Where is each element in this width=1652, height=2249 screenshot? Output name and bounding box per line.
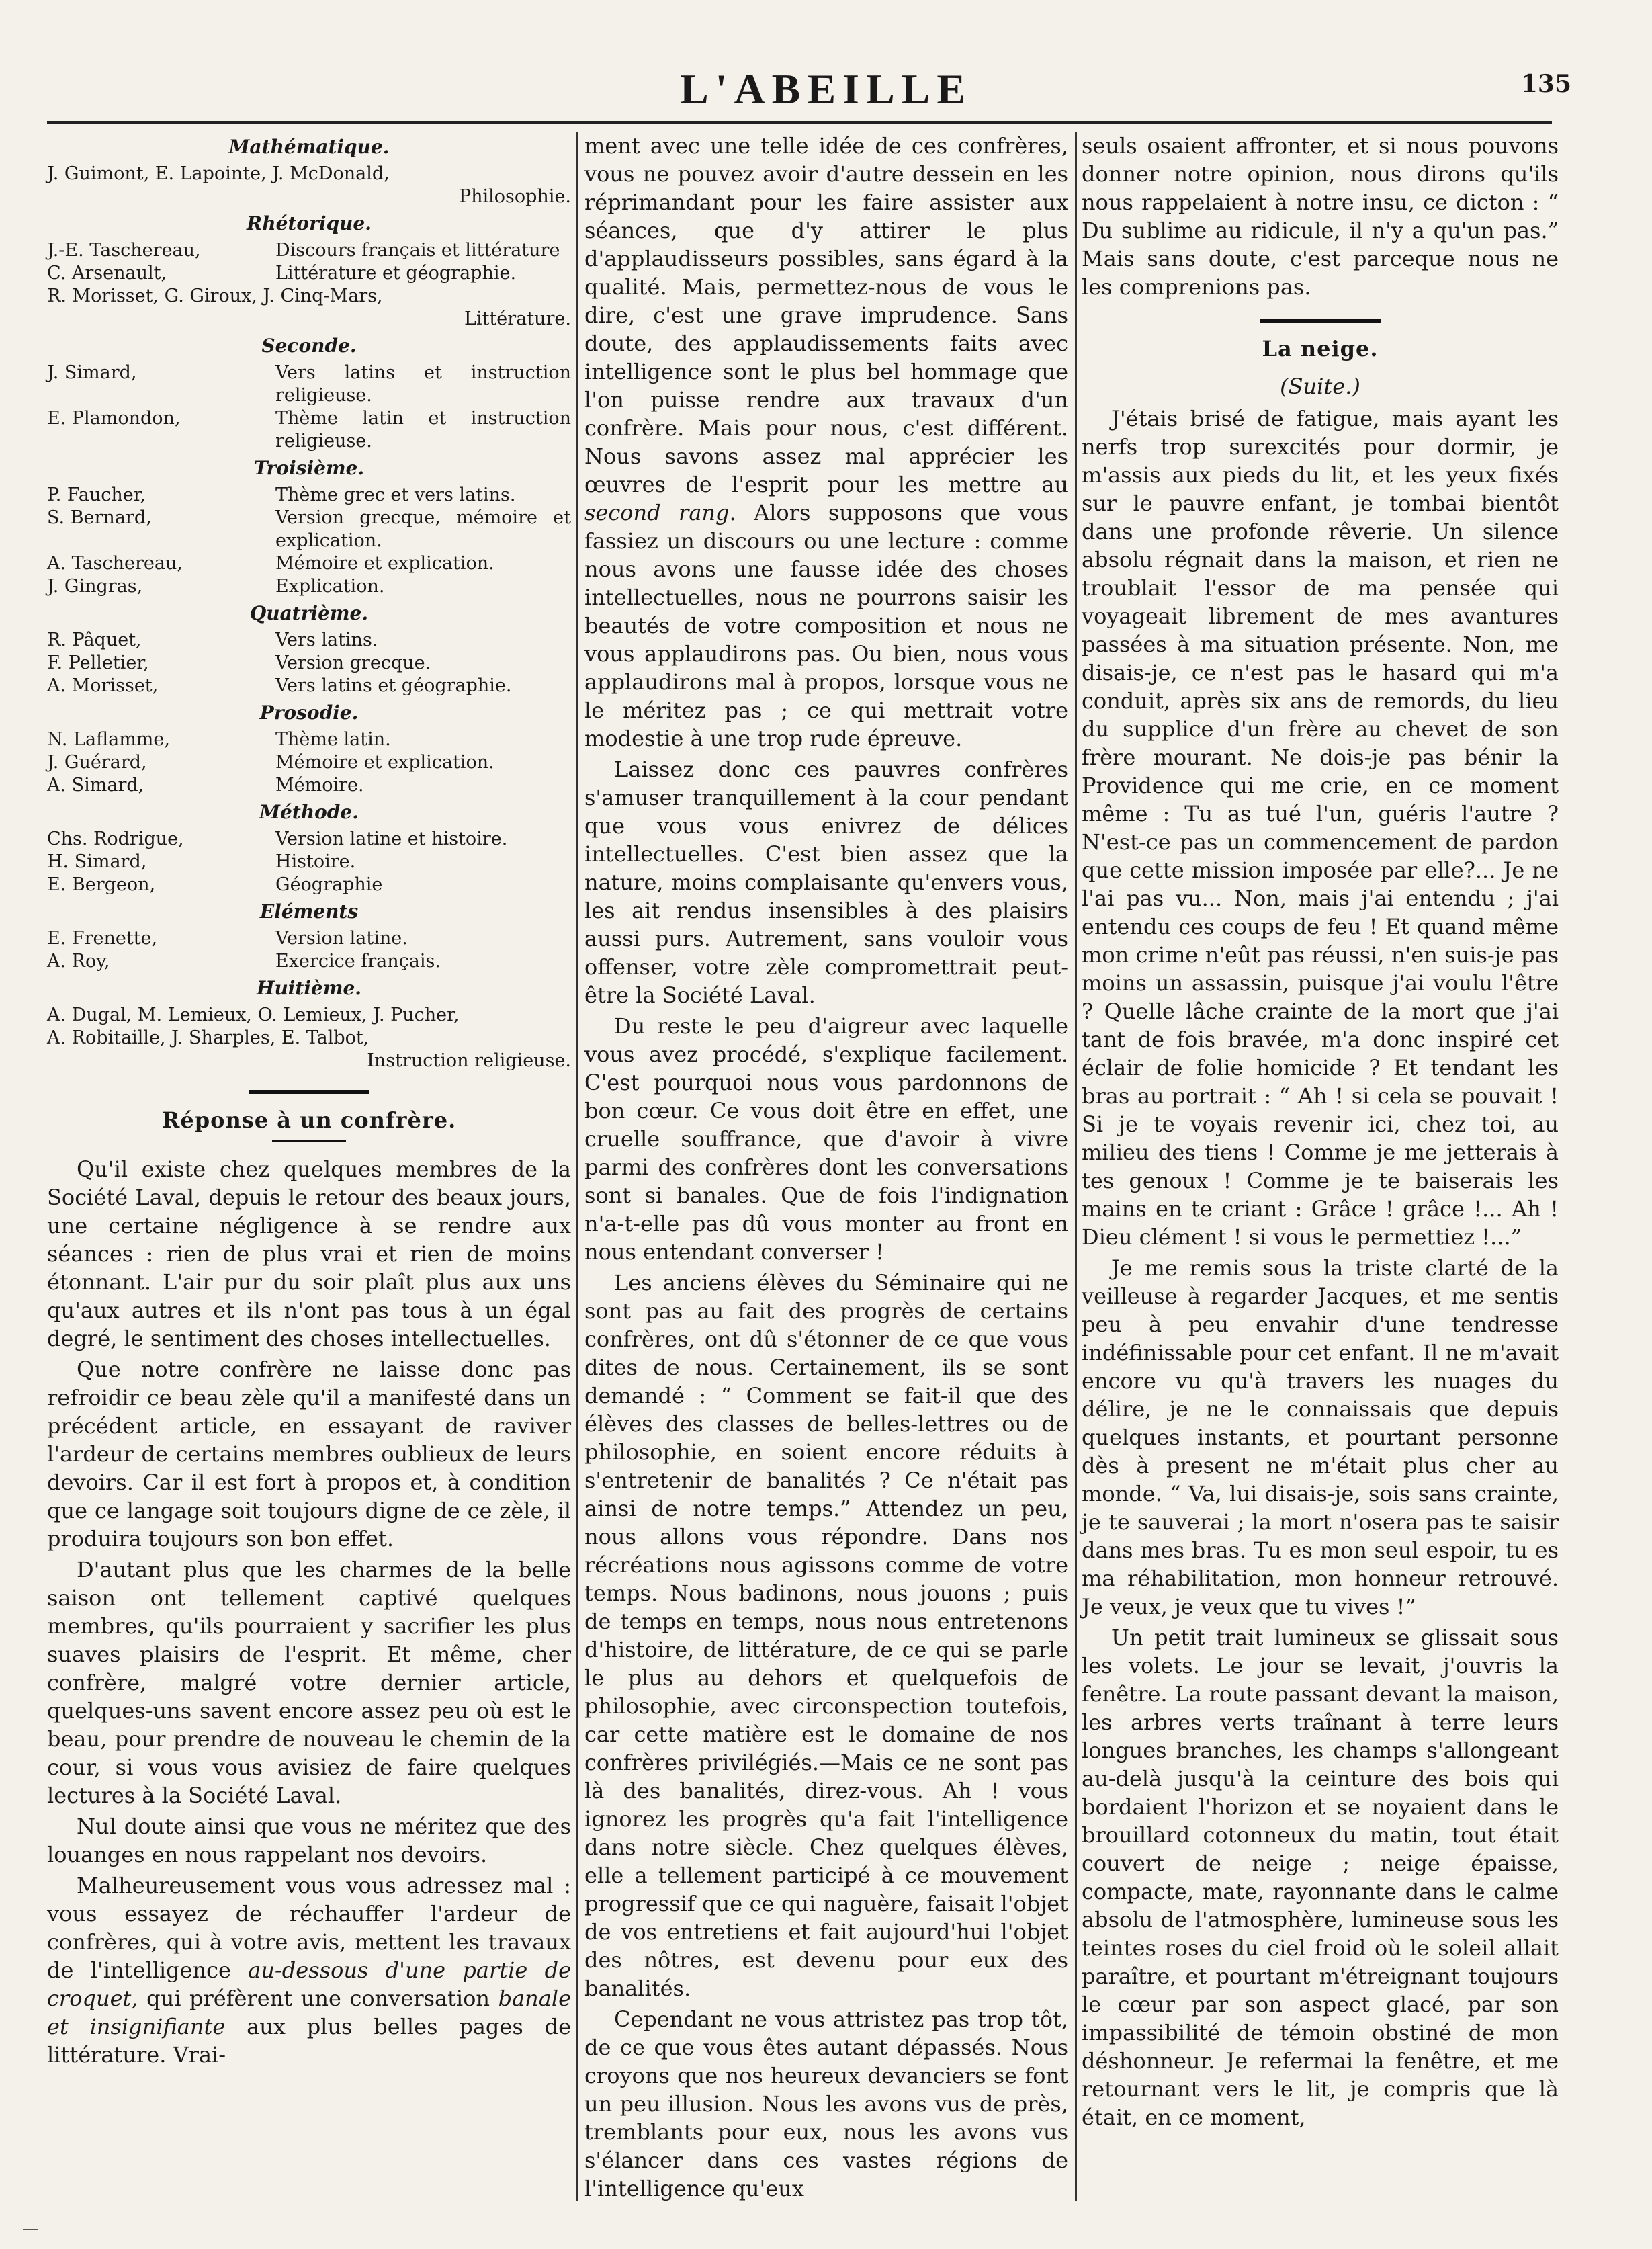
category-heading: Mathématique. — [228, 136, 390, 158]
honor-entry — [47, 927, 571, 950]
honor-entry — [47, 362, 571, 407]
honor-entry — [47, 751, 571, 774]
subject: Mémoire et explication. — [275, 553, 494, 574]
subject: Mémoire et explication. — [275, 752, 494, 773]
student-name: R. Pâquet, — [47, 630, 142, 650]
honor-entry — [47, 675, 571, 697]
page-number: 135 — [1520, 70, 1571, 98]
paragraph: Qu'il existe chez quelques membres de la Société Laval, depuis le retour des beaux jours, une certaine négligence à se rendre aux séances : rien de plus vrai et rien de moins étonnant. L'air pur du soir plaît plus aux uns qu'aux autres et ils n'ont pas tous à un égal degré, le sentiment des choses intellectuelles. — [47, 1156, 571, 1351]
category-heading: Troisième. — [253, 457, 365, 479]
header-rule — [47, 121, 1552, 124]
student-name: Chs. Rodrigue, — [47, 829, 184, 849]
category-heading: Seconde. — [261, 335, 357, 357]
subject: Thème latin. — [275, 729, 391, 750]
paragraph: Je me remis sous la triste clarté de la veilleuse à regarder Jacques, et me sentis peu à peu envahir d'une tendresse indéfinissable pour cet enfant. Il ne m'avait encore vu qu'à travers les nuages du délire, je ne le connaissais que depuis quelques instants, et pourtant personne dès à present ne m'était plus cher au monde. “ Va, lui disais-je, sois sans crainte, je te sauverai ; la mort n'osera pas te saisir dans mes bras. Tu es mon seul espoir, tu es ma réhabilitation, mon honneur retrouvé. Je veux, je veux que tu vives !” — [1082, 1255, 1559, 1619]
subject: Vers latins et géographie. — [275, 675, 512, 696]
paragraph: Les anciens élèves du Séminaire qui ne sont pas au fait des progrès de certains confrères, ont dû s'étonner de ce que vous dites de nous. Certainement, ils se sont demandé : “ Comment se fait-il que des élèves des classes de belles-lettres ou de philosophie, en soient encore réduits à s'entretenir de banalités ? Ce n'était pas ainsi de notre temps.” Attendez un peu, nous allons vous répondre. Dans nos récréations nous agissons comme de votre temps. Nous badinons, nous jouons ; puis de temps en temps, nous nous entretenons d'histoire, de littérature, de ce qui se parle le plus au dehors et quelquefois de philosophie, avec circonspection toutefois, car cette matière est le domaine de nos confrères privilégiés.—Mais ce ne sont pas là des banalités, direz-vous. Ah ! vous ignorez les progrès qu'a fait l'intelligence dans notre siècle. Chez quelques élèves, elle a tellement participé à ce mouvement progressif que ce qui naguère, faisait l'objet de vos entretiens et fait aujourd'hui l'objet des nôtres, est devenu pour eux des banalités. — [584, 1270, 1068, 2001]
honor-entry — [47, 507, 571, 552]
honor-entry — [47, 950, 571, 973]
student-names: R. Morisset, G. Giroux, J. Cinq-Mars, — [47, 286, 383, 306]
subject: Explication. — [275, 576, 385, 597]
honor-entry — [47, 262, 571, 285]
student-name: F. Pelletier, — [47, 652, 149, 673]
student-names: J. Guimont, E. Lapointe, J. McDonald, — [47, 163, 390, 184]
student-name: J. Gingras, — [47, 576, 143, 597]
honor-entry — [47, 851, 571, 874]
student-name: A. Roy, — [47, 951, 110, 972]
honor-entry — [47, 629, 571, 652]
subject: Version grecque, mémoire et explication. — [275, 507, 571, 551]
honor-entry — [47, 828, 571, 851]
category-heading: Méthode. — [259, 801, 359, 823]
subject: Discours français et littérature — [275, 240, 560, 261]
honor-entry — [47, 728, 571, 751]
category-heading: Prosodie. — [259, 702, 359, 724]
student-names: A. Robitaille, J. Sharples, E. Talbot, — [47, 1027, 369, 1048]
paragraph: seuls osaient affronter, et si nous pouvons donner notre opinion, nous dirons qu'ils nous rappelaient à notre insu, ce dicton : “ Du sublime au ridicule, il n'y a qu'un pas.” Mais sans doute, c'est parceque nous ne les comprenions pas. — [1082, 133, 1559, 300]
student-names: A. Dugal, M. Lemieux, O. Lemieux, J. Pucher, — [47, 1005, 460, 1025]
honors-list — [47, 133, 571, 1072]
paragraph: Laissez donc ces pauvres confrères s'amuser tranquillement à la cour pendant que vous vous enivrez de délices intellectuelles. C'est bien assez que la nature, moins complaisante qu'envers vous, les ait rendus insensibles à des plaisirs aussi purs. Autrement, sans vouloir vous offenser, votre zèle compromettrait peut-être la Société Laval. — [584, 757, 1068, 1008]
subject: Exercice français. — [275, 951, 441, 972]
subject: Vers latins. — [275, 630, 378, 650]
honor-entry — [47, 484, 571, 507]
student-name: P. Faucher, — [47, 484, 146, 505]
paragraph: Cependant ne vous attristez pas trop tôt, de ce que vous êtes autant dépassés. Nous croyons que nos heureux devanciers se font un peu illusion. Nous les avons vus de près, tremblants pour eux, nous les avons vus s'élancer dans ces vastes régions de l'intelligence qu'eux — [584, 2006, 1068, 2201]
article-body-col2 — [584, 755, 1068, 2203]
subject: Littérature et géographie. — [275, 263, 517, 284]
student-name: H. Simard, — [47, 851, 147, 872]
paragraph: D'autant plus que les charmes de la belle saison ont tellement captivé quelques membres, qu'ils pourraient y sacrifier les plus suaves plaisirs de l'esprit. Et même, cher confrère, malgré votre dernier article, quelques-uns savent encore assez peu où est le beau, pour prendre de nouveau le chemin de la cour, si vous vous avisiez de faire quelques lectures à la Société Laval. — [47, 1557, 571, 1808]
subject: Thème latin et instruction religieuse. — [275, 408, 571, 452]
category-heading: Quatrième. — [249, 602, 369, 624]
article-title-neige: La neige. — [1262, 336, 1379, 362]
honor-entry — [47, 407, 571, 453]
paragraph: ment avec une telle idée de ces confrères, vous ne pouvez avoir d'autre dessein en les réprimandant pour les faire assister aux séances, que d'y attirer le plus d'applaudisseurs possibles, sans égard à la qualité. Mais, permettez-nous de vous le dire, c'est une grave imprudence. Sans doute, des applaudissements faits avec intelligence sont le plus bel hommage que l'on puisse rendre aux travaux d'un confrère. Mais pour nous, c'est différent. Nous savons assez mal apprécier les œuvres de l'esprit pour les mettre au second rang. Alors supposons que vous fassiez un discours ou une lecture : comme nous avons une fausse idée des choses intellectuelles, nous ne pourrons saisir les beautés de votre composition et nous ne vous applaudirons pas. Ou bien, nous vous applaudirons mal à propos, lorsque vous ne le méritez pas ; ce qui mettrait votre modestie à une trop rude épreuve. — [584, 133, 1069, 751]
subject: Version latine et histoire. — [275, 829, 508, 849]
student-name: A. Morisset, — [47, 675, 159, 696]
subject: Vers latins et instruction religieuse. — [275, 362, 571, 406]
subject: Géographie — [275, 874, 383, 895]
category-heading: Rhétorique. — [247, 212, 372, 235]
honor-entry — [47, 239, 571, 262]
paragraph: Un petit trait lumineux se glissait sous les volets. Le jour se levait, j'ouvris la fenêtre. La route passant devant la maison, les arbres verts traînant à terre leurs longues branches, les champs s'allongeant au-delà jusqu'à la ceinture des bois qui bordaient l'horizon et se noyaient dans le brouillard cotonneux du matin, tout était couvert de neige ; neige épaisse, compacte, mate, rayonnante dans le calme absolu de l'atmosphère, lumineuse sous les teintes roses du ciel froid où le soleil allait paraître, et pourtant m'étreignant toujours le cœur par son aspect glacé, par son impassibilité de témoin obstiné de mon déshonneur. Je refermai la fenêtre, et me retournant vers le lit, je compris que là était, en ce moment, — [1082, 1625, 1559, 2130]
subject: Version grecque. — [275, 652, 431, 673]
subject: Mémoire. — [275, 775, 364, 796]
student-name: N. Laflamme, — [47, 729, 170, 750]
article-body-neige — [1082, 405, 1559, 2131]
article-body-col1 — [47, 1155, 571, 1869]
student-name: A. Simard, — [47, 775, 144, 796]
article-subtitle: (Suite.) — [1280, 374, 1360, 399]
student-name: A. Taschereau, — [47, 553, 183, 574]
paragraph: Malheureusement vous vous adressez mal : vous essayez de réchauffer l'ardeur de confrères, qui à votre avis, mettent les travaux de l'intelligence au-dessous d'une partie de croquet, qui préfèrent une conversation banale et insignifiante aux plus belles pages de littérature. Vrai- — [47, 1873, 572, 2068]
subject: Histoire. — [275, 851, 356, 872]
honor-entry — [47, 552, 571, 575]
section-separator — [249, 1090, 369, 1094]
title-underline — [272, 1140, 346, 1142]
student-name: E. Plamondon, — [47, 408, 181, 429]
subject: Philosophie. — [458, 186, 571, 207]
paragraph: Que notre confrère ne laisse donc pas refroidir ce beau zèle qu'il a manifesté dans un précédent article, en essayant de raviver l'ardeur de certains membres oublieux de leurs devoirs. Car il est fort à propos et, à condition que ce langage soit toujours digne de ce zèle, il produira toujours son bon effet. — [47, 1357, 571, 1552]
student-name: C. Arsenault, — [47, 263, 167, 284]
subject: Littérature. — [464, 308, 571, 329]
category-heading: Huitième. — [256, 977, 362, 999]
column-divider — [576, 132, 578, 2201]
column-2 — [584, 132, 1069, 2201]
margin-mark — [23, 2229, 38, 2230]
subject: Instruction religieuse. — [367, 1050, 571, 1071]
column-3 — [1082, 132, 1559, 2188]
paragraph: J'étais brisé de fatigue, mais ayant les nerfs trop surexcités pour dormir, je m'assis aux pieds du lit, et les yeux fixés sur le pauvre enfant, je tombai bientôt dans une profonde rêverie. Un silence absolu régnait dans la maison, et rien ne troublait l'essor de ma pensée qui voyageait librement de mes avantures passées à ma situation présente. Non, me disais-je, ce n'est pas le hasard qui m'a conduit, après six ans de remords, du lieu du supplice d'un frère au chevet de son frère mourant. Ne dois-je pas bénir la Providence qui me crie, en ce moment même : Tu as tué l'un, guéris l'autre ? N'est-ce pas un commencement de pardon que cette mission imposée par elle?... Je ne l'ai pas vu... Non, mais j'ai entendu ; j'ai entendu ces coups de feu ! Et quand même mon crime n'eût pas réussi, n'en suis-je pas moins un assassin, puisque j'ai voulu l'être ? Quelle lâche crainte de la mort que j'ai tant de fois bravée, m'a donc inspiré cet éclair de folie homicide ? Et tendant les bras au portrait : “ Ah ! si cela se pouvait ! Si je te voyais revenir ici, chez toi, au milieu des tiens ! Comme je me jetterais à tes genoux ! Comme je te baiserais les mains en te criant : Grâce ! grâce !... Ah ! Dieu clément ! si vous le permettiez !...” — [1082, 406, 1559, 1250]
subject: Version latine. — [275, 928, 408, 949]
column-divider — [1075, 132, 1077, 2201]
subject: Thème grec et vers latins. — [275, 484, 516, 505]
student-name: S. Bernard, — [47, 507, 152, 528]
student-name: J. Simard, — [47, 362, 137, 383]
student-name: J. Guérard, — [47, 752, 147, 773]
honor-entry — [47, 575, 571, 598]
section-separator — [1260, 319, 1381, 323]
student-name: J.-E. Taschereau, — [47, 240, 201, 261]
paragraph: Du reste le peu d'aigreur avec laquelle vous avez procédé, s'explique facilement. C'est pourquoi nous vous pardonnons de bon cœur. Ce vous doit être en effet, une cruelle souffrance, que d'avoir à vivre parmi des confrères dont les conversations sont si banales. Que de fois l'indignation n'a-t-elle pas dû vous monter au front en nous entendant converser ! — [584, 1013, 1068, 1265]
honor-entry — [47, 774, 571, 797]
student-name: E. Frenette, — [47, 928, 158, 949]
honor-entry — [47, 874, 571, 896]
student-name: E. Bergeon, — [47, 874, 156, 895]
masthead-title: L'ABEILLE — [679, 65, 973, 113]
column-1 — [47, 132, 571, 2188]
category-heading: Eléments — [259, 900, 359, 923]
honor-entry — [47, 652, 571, 675]
article-title-reponse: Réponse à un confrère. — [161, 1107, 457, 1133]
paragraph: Nul doute ainsi que vous ne méritez que des louanges en nous rappelant nos devoirs. — [47, 1814, 571, 1867]
